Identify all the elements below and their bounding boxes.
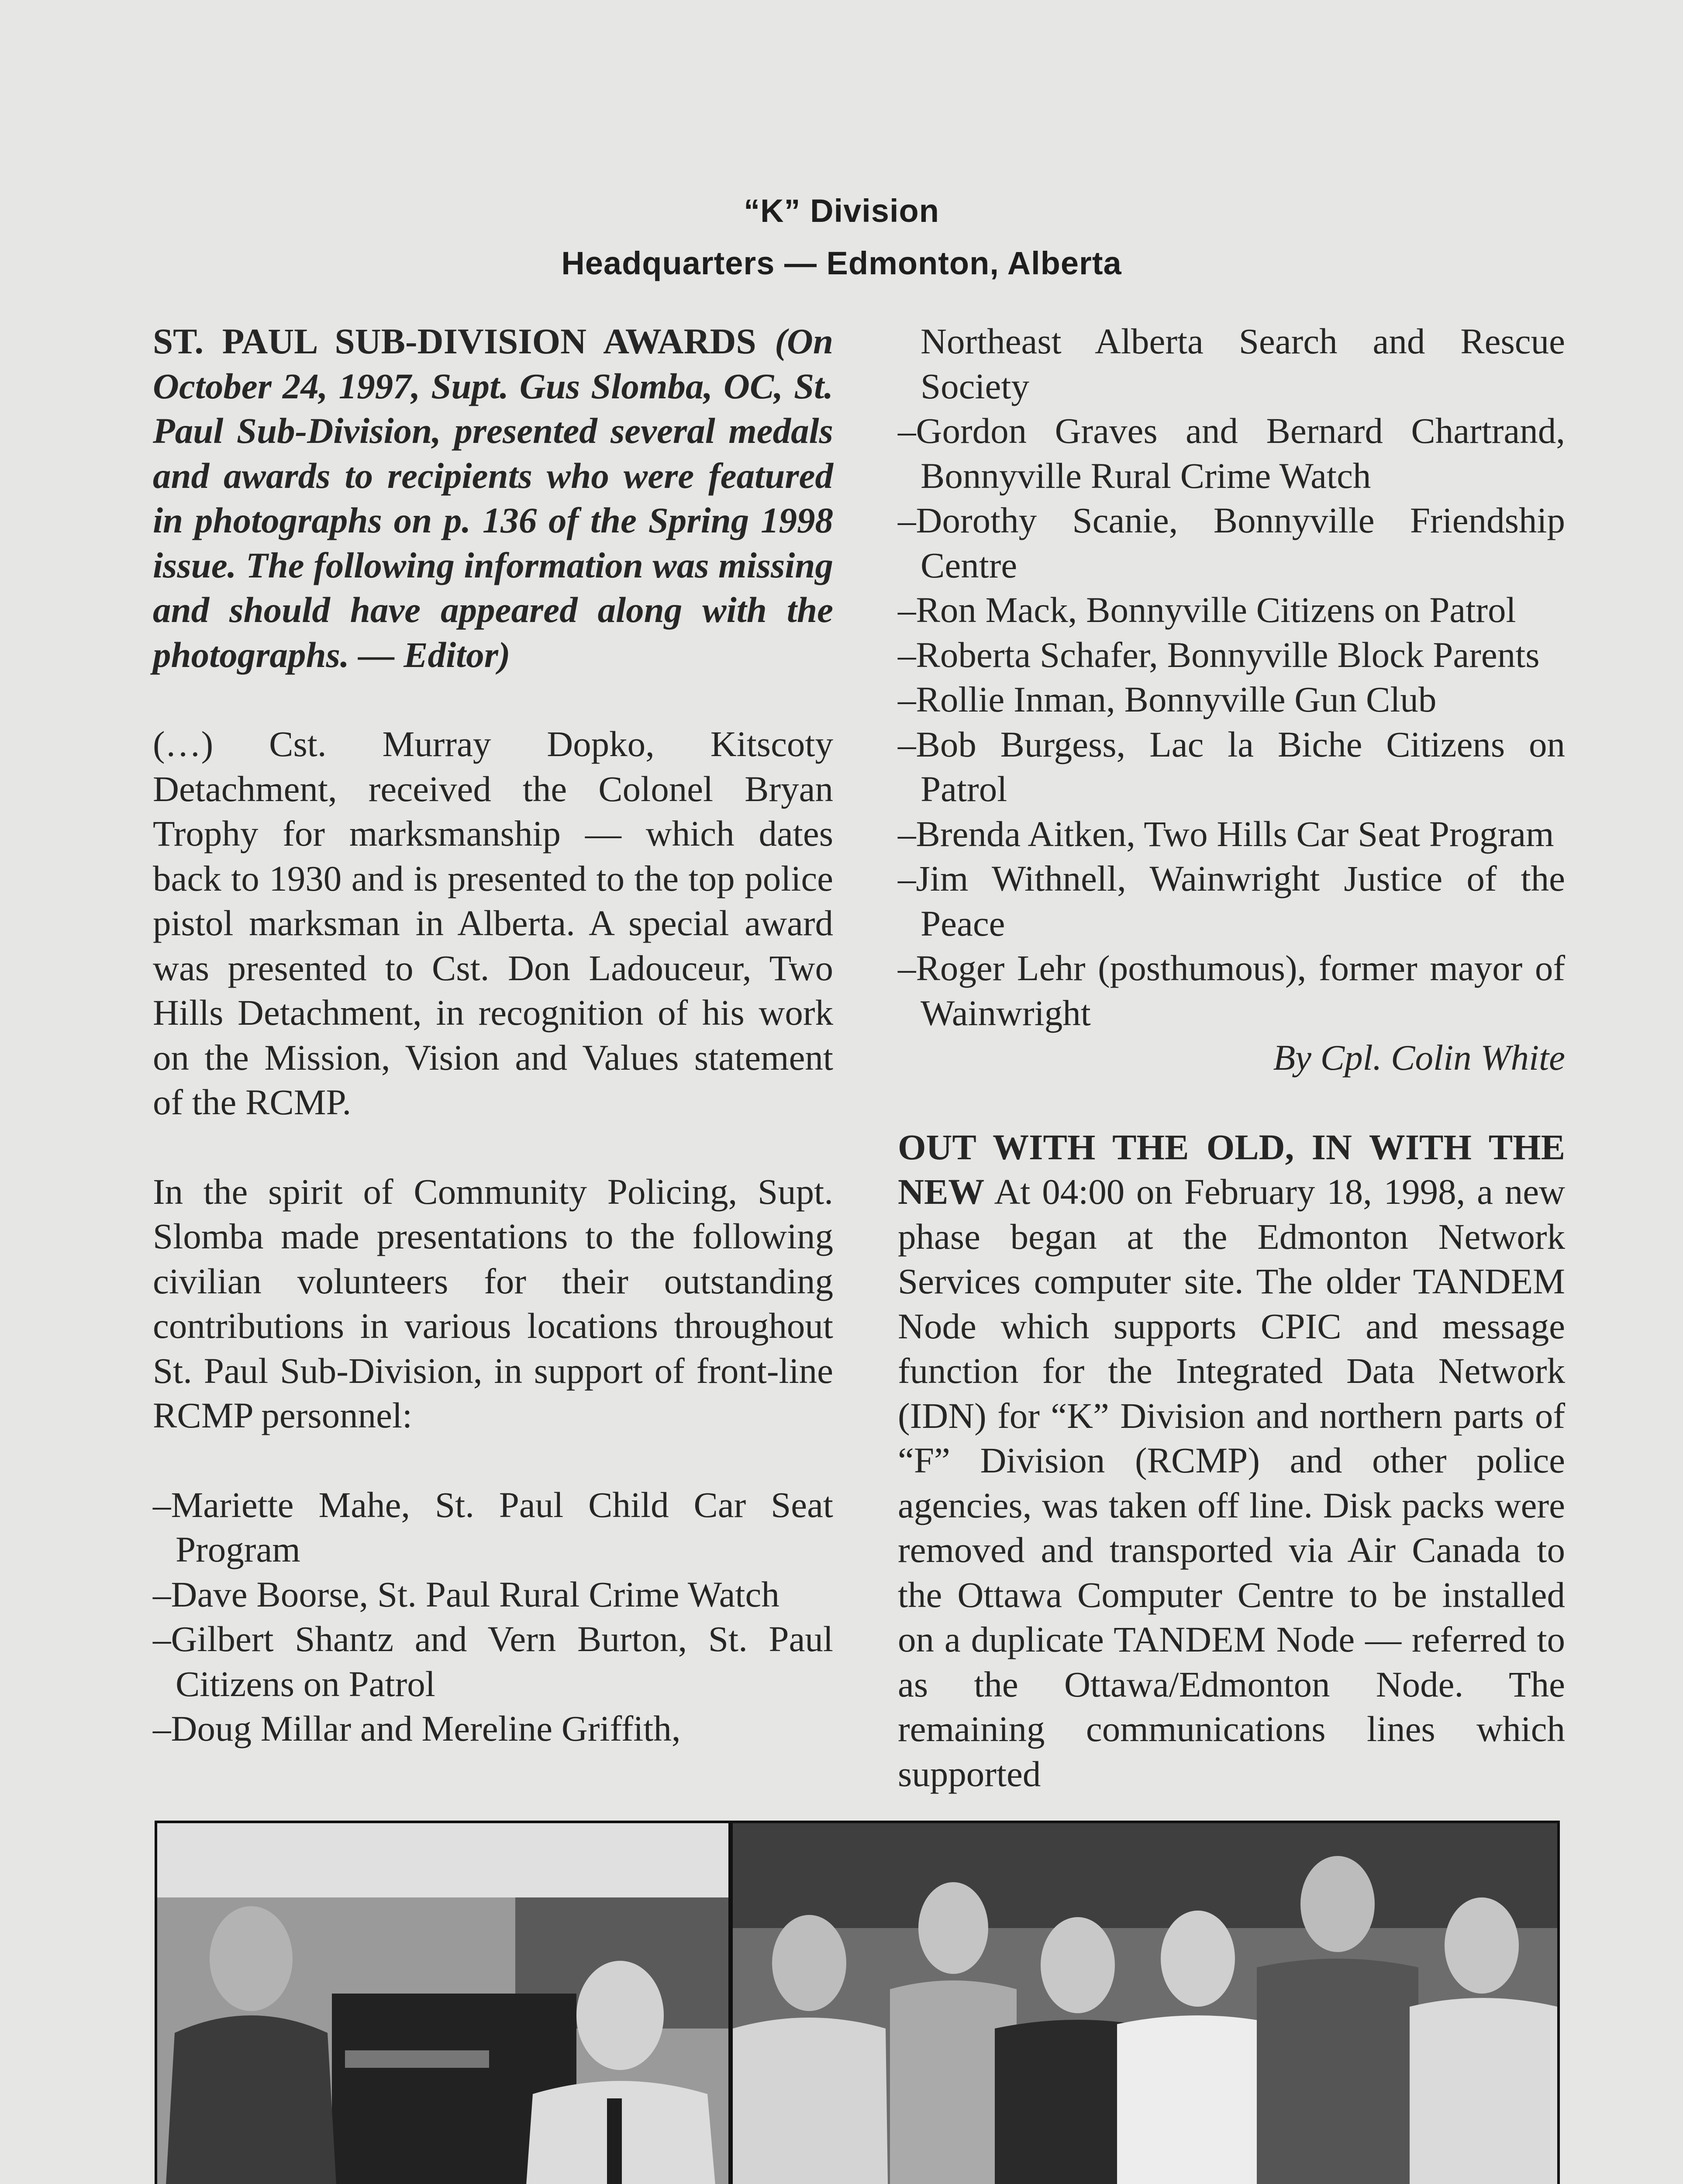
photo-strip — [155, 1821, 1560, 2184]
list-item: –Mariette Mahe, St. Paul Child Car Seat Program — [153, 1484, 833, 1569]
list-item: –Dave Boorse, St. Paul Rural Crime Watch — [153, 1574, 779, 1614]
list-item: –Gordon Graves and Bernard Chartrand, Bonnyville Rural Crime Watch — [898, 411, 1565, 496]
list-item: –Rollie Inman, Bonnyville Gun Club — [898, 679, 1437, 719]
list-item: –Gilbert Shantz and Vern Burton, St. Paul Citizens on Patrol — [153, 1619, 833, 1704]
list-item-continued: Northeast Alberta Search and Rescue Society — [921, 321, 1565, 406]
list-item: –Roger Lehr (posthumous), former mayor of Wainwright — [898, 948, 1565, 1033]
photo-2-image — [733, 1823, 1557, 2184]
list-item: –Ron Mack, Bonnyville Citizens on Patrol — [898, 590, 1516, 630]
list-item: –Brenda Aitken, Two Hills Car Seat Program — [898, 813, 1554, 854]
tandem-article — [898, 1125, 1565, 1797]
photo-2 — [733, 1823, 1557, 2184]
list-item: –Bob Burgess, Lac la Biche Citizens on Patrol — [898, 724, 1565, 809]
tandem-heading: OUT WITH THE OLD, IN WITH THE NEW — [898, 1127, 1565, 1212]
tandem-body: At 04:00 on February 18, 1998, a new phase began at the Edmonton Network Services computer site. The older TANDEM Node which supports CPIC and message function for the Integrated Data Network (IDN) for “K” Division and northern parts of “F” Division (RCMP) and other police agencies, was taken off line. Disk packs were removed and transported via Air Canada to the Ottawa Computer Centre to be installed on a duplicate TANDEM Node — referred to as the Ottawa/Edmonton Node. The remaining communications lines which supported — [898, 1171, 1565, 1794]
paragraph-community-policing: In the spirit of Community Policing, Supt. Slomba made presentations to the following civilian volunteers for their outstanding contributions in various locations throughout St. Paul Sub-Division, in support of front-line RCMP personnel: — [153, 1171, 833, 1435]
photo-1-image — [157, 1823, 728, 2184]
left-column — [153, 319, 833, 1751]
list-item: –Dorothy Scanie, Bonnyville Friendship Centre — [898, 500, 1565, 585]
paragraph-marksmanship: (…) Cst. Murray Dopko, Kitscoty Detachment, received the Colonel Bryan Trophy for marksmanship — which dates back to 1930 and is presented to the top police pistol marksman in Alberta. A special award was presented to Cst. Don Ladouceur, Two Hills Detachment, in recognition of his work on the Mission, Vision and Values statement of the RCMP. — [153, 724, 833, 1122]
awards-heading: ST. PAUL SUB-DIVISION AWARDS — [153, 321, 756, 361]
awards-article — [153, 319, 833, 677]
list-item: –Roberta Schafer, Bonnyville Block Parents — [898, 634, 1540, 675]
division-title: “K” Division — [744, 193, 939, 229]
byline: By Cpl. Colin White — [1273, 1037, 1565, 1078]
editor-note: (On October 24, 1997, Supt. Gus Slomba, OC, St. Paul Sub-Division, presented several medals and awards to recipients who were featured in photographs on p. 136 of the Spring 1998 issue. The following information was missing and should have appeared along with the photographs. — Editor) — [153, 321, 834, 675]
right-column — [898, 319, 1565, 1796]
list-item: –Doug Millar and Mereline Griffith, — [153, 1708, 681, 1749]
section-subtitle: Headquarters — Edmonton, Alberta — [561, 245, 1122, 281]
list-item: –Jim Withnell, Wainwright Justice of the Peace — [898, 858, 1565, 943]
photo-1 — [157, 1823, 728, 2184]
